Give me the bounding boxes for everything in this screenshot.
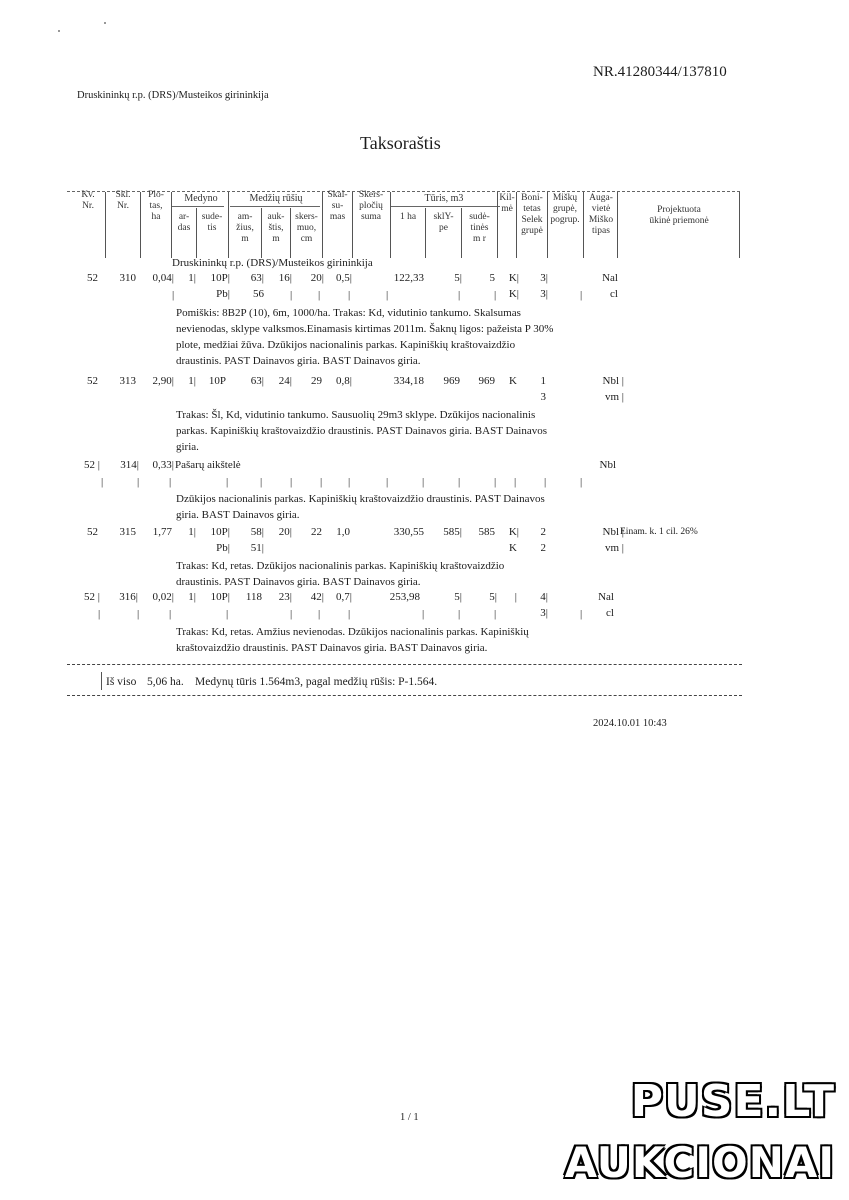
cell-kv: 52 | [84,591,100,603]
page-title: Taksoraštis [360,133,441,153]
cell-amzius-2: 56 [253,288,264,300]
cell-bonitetas-2: 2 [540,542,546,554]
cell-amzius: 118 [245,591,262,603]
summary-bar [101,672,102,690]
cell-plotas: 0,02| [152,591,174,603]
cell-kilme: | [514,591,517,603]
header-turis-sudetines: sudė- tinės m r [469,212,490,244]
cell-kilme-2: K [509,542,517,554]
header-turis-sklype: sklY- pe [433,212,454,233]
header-bonitetas: Boni- tetas Selek grupė [521,193,543,236]
cell-kilme: K [509,375,517,387]
cell-projektuota: Einam. k. 1 cil. 26% [620,527,698,537]
cell-skl: 314| [120,459,139,471]
record-notes: Trakas: Šl, Kd, vidutinio tankumo. Sausuolių 29m3 sklype. Dzūkijos nacionalinis parkas. Kapiniškių kraštovaizdžio draustinis. PAST Dainavos giria. BAST Dainavos giria. [176,409,548,453]
timestamp: 2024.10.01 10:43 [593,718,667,729]
cell-plotas: 1,77 [152,526,172,538]
cell-sudetis: 10P| [210,272,230,284]
cell-bonitetas: 1 [540,375,546,387]
summary-label: Iš viso [106,676,137,688]
cell-ardas: 1| [188,591,196,603]
cell-turis-sklype: 585| [443,526,462,538]
scan-speck [58,30,60,32]
cell-augaviete-2: vm | [604,391,624,403]
header-ardas: ar- das [177,212,191,233]
divider [67,664,742,665]
record-notes: Trakas: Kd, retas. Amžius nevienodas. Dzūkijos nacionalinis parkas. Kapiniškių kraštovaizdžio draustinis. PAST Dainavos giria. BAST Dainavos giria. [176,626,529,654]
cell-aukstis: 23| [278,591,292,603]
cell-augaviete: Nbl | [602,526,624,538]
cell-amzius: 63| [250,375,264,387]
header-projektuota: Projektuota ūkinė priemonė [649,205,709,226]
cell-ardas: 1| [188,272,196,284]
cell-turis-sudet: 5 [489,272,495,284]
cell-turis-sudet: 585 [478,526,495,538]
cell-skalsumas: 1,0 [336,526,350,538]
cell-ardas: 1| [188,526,196,538]
header-amzius: am- žius, m [236,212,254,244]
watermark-line1: PUSE.LT [630,1076,835,1127]
header-skalsumas: Skal- su- mas [327,190,348,222]
header-medyno: Medyno [184,193,218,204]
cell-turis-1ha: 253,98 [389,591,420,603]
header-turis: Tūris, m3 [424,193,464,204]
summary-text: Medynų tūris 1.564m3, pagal medžių rūšis: P-1.564. [195,676,438,688]
cell-sudetis: 10P| [210,591,230,603]
cell-plotas: 0,04| [152,272,174,284]
cell-sudetis: 10P [208,375,226,387]
cell-kilme-2: K| [508,288,519,300]
cell-skersmuo: 29 [311,375,322,387]
cell-turis-1ha: 334,18 [393,375,424,387]
record-notes: Trakas: Kd, retas. Dzūkijos nacionalinis parkas. Kapiniškių kraštovaizdžio draustinis. PAST Dainavos giria. BAST Dainavos giria. [176,560,505,588]
cell-augaviete-2: vm | [604,542,624,554]
cell-turis-sklype: 969 [443,375,460,387]
cell-skl: 313 [119,375,136,387]
cell-turis-1ha: 122,33 [393,272,424,284]
cell-bonitetas: 2 [540,526,546,538]
cell-land-use: Pašarų aikštelė [175,459,241,471]
cell-amzius: 63| [250,272,264,284]
watermark-line2: AUKCIONAI [564,1138,835,1187]
cell-sudetis-2: Pb| [216,288,230,300]
cell-augaviete: Nbl | [602,375,624,387]
document-number: NR.41280344/137810 [593,64,727,80]
cell-kv: 52 [87,526,98,538]
header-aukstis: auk- štis, m [267,212,285,244]
cell-aukstis: 20| [278,526,292,538]
cell-augaviete: Nbl [599,459,616,471]
organization: Druskininkų r.p. (DRS)/Musteikos girininkija [77,90,269,101]
cell-bonitetas-2: 3| [540,288,548,300]
header-medziu-rusiu: Medžių rūšių [249,193,303,204]
header-skl-nr: Skl. Nr. [115,190,131,211]
header-sudetis: sude- tis [201,212,223,233]
cell-kilme: K| [508,272,519,284]
cell-skalsumas: 0,8| [336,375,352,387]
cell-aukstis: 24| [278,375,292,387]
cell-bonitetas-2: 3 [540,391,546,403]
divider [67,695,742,696]
summary-area: 5,06 ha. [147,676,184,688]
cell-skersmuo: 42| [310,591,324,603]
cell-skalsumas: 0,7| [336,591,352,603]
cell-bonitetas: 4| [540,591,548,603]
cell-kv: 52 | [84,459,100,471]
cell-augaviete-2: cl [610,288,618,300]
cell-kv: 52 [87,272,98,284]
header-plotas: Plo- tas, ha [148,190,164,222]
cell-skl: 315 [119,526,136,538]
header-turis-1ha: 1 ha [399,212,417,222]
forestry-subheader: Druskininkų r.p. (DRS)/Musteikos girininkija [172,257,373,269]
cell-skl: 310 [119,272,136,284]
cell-amzius-2: 51| [250,542,264,554]
cell-turis-sudet: 969 [478,375,495,387]
cell-plotas: 2,90| [152,375,174,387]
cell-augaviete: Nal [598,591,614,603]
cell-skersmuo: 20| [310,272,324,284]
scan-speck [104,22,106,24]
cell-amzius: 58| [250,526,264,538]
cell-bonitetas: 3| [540,272,548,284]
header-augaviete: Auga- vietė Miško tipas [588,193,614,236]
cell-skl: 316| [119,591,138,603]
header-misku-grupe: Miškų grupė, pogrup. [550,193,580,225]
cell-ardas: 1| [188,375,196,387]
cell-kilme: K| [508,526,519,538]
page-number: 1 / 1 [400,1112,419,1123]
cell-bonitetas-2: 3| [540,607,548,619]
cell-skalsumas: 0,5| [336,272,352,284]
cell-plotas: 0,33| [152,459,174,471]
cell-turis-1ha: 330,55 [393,526,424,538]
header-kv-nr: Kv. Nr. [81,190,95,211]
cell-turis-sudet: 5| [489,591,497,603]
cell-kv: 52 [87,375,98,387]
cell-sudetis-2: Pb| [216,542,230,554]
cell-turis-sklype: 5| [454,591,462,603]
cell-augaviete-2: cl [606,607,614,619]
cell-sudetis: 10P| [210,526,230,538]
record-notes: Pomiškis: 8B2P (10), 6m, 1000/ha. Trakas: Kd, vidutinio tankumo. Skalsumas nevienodas, sklype valksmos.Einamasis kirtimas 2011m. Šaknų ligos: pažeista P 30% plote, medžiai žūva. Dzūkijos nacionalinis parkas. Kapiniškių kraštovaizdžio draustinis. PAST Dainavos giria. BAST Dainavos giria. [176,307,554,367]
cell-aukstis: 16| [278,272,292,284]
header-kilme: Kil- mė [499,193,515,214]
cell-turis-sklype: 5| [454,272,462,284]
record-notes: Dzūkijos nacionalinis parkas. Kapiniškių kraštovaizdžio draustinis. PAST Dainavos giria. BAST Dainavos giria. [176,493,545,521]
cell-skersmuo: 22 [311,526,322,538]
header-skersmuo: skers- muo, cm [295,212,318,244]
header-skerspl-suma: Skers- pločių suma [358,190,384,222]
cell-augaviete: Nal [602,272,618,284]
